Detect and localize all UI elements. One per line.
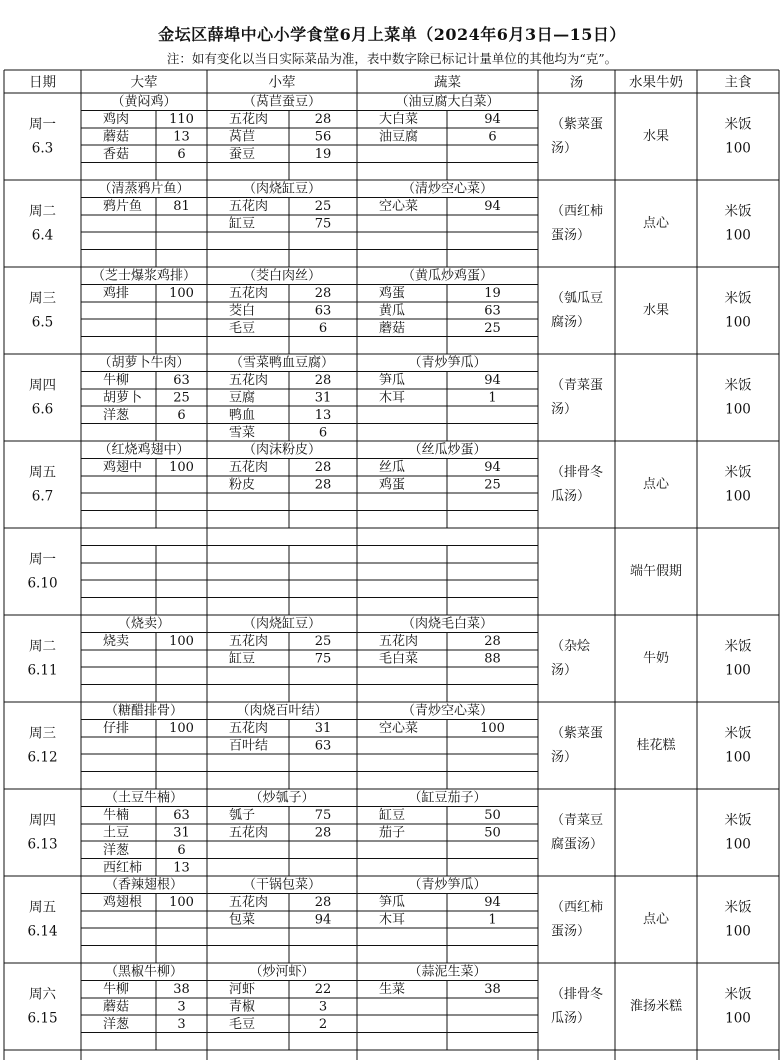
weekday-label: 周五 (29, 899, 56, 916)
ingredient-name: 百叶结 (229, 738, 269, 754)
ingredient-name: 瓠子 (229, 808, 256, 824)
ingredient-weight: 28 (314, 112, 332, 128)
soup-name-line1: （杂烩 (551, 639, 591, 654)
weekday-label: 周三 (29, 725, 56, 742)
ingredient-name: 蘑菇 (103, 999, 130, 1015)
ingredient-weight: 63 (314, 738, 332, 754)
dish-name: （炒河虾） (249, 964, 315, 980)
weekday-label: 周三 (29, 290, 56, 307)
ingredient-weight: 94 (484, 460, 501, 476)
ingredient-name: 莴苣 (229, 129, 256, 145)
ingredient-weight: 100 (169, 895, 194, 911)
fruit-milk-item: 点心 (642, 216, 670, 231)
ingredient-name: 缸豆 (229, 651, 256, 667)
ingredient-name: 胡萝卜 (103, 390, 143, 406)
ingredient-weight: 28 (484, 634, 501, 650)
ingredient-weight: 63 (173, 808, 190, 824)
dish-name: （糖醋排骨） (104, 703, 184, 719)
staple-weight: 100 (725, 227, 751, 244)
fruit-milk-item: 桂花糕 (636, 738, 676, 753)
ingredient-name: 空心菜 (379, 721, 419, 737)
ingredient-weight: 94 (484, 895, 501, 911)
fruit-milk-item: 水果 (642, 129, 670, 144)
ingredient-name: 土豆 (103, 825, 130, 841)
ingredient-weight: 13 (173, 860, 190, 876)
soup-name-line1: （西红柿 (551, 900, 604, 915)
staple-weight: 100 (725, 401, 751, 418)
weekday-label: 周六 (29, 986, 56, 1003)
date-label: 6.14 (27, 923, 58, 940)
ingredient-name: 五花肉 (229, 112, 269, 128)
dish-name: （缸豆茄子） (408, 790, 487, 806)
soup-name-line2: 瓜汤） (551, 489, 591, 504)
staple-food: 米饭 (724, 899, 752, 916)
ingredient-weight: 63 (314, 303, 332, 319)
ingredient-name: 毛白菜 (379, 651, 419, 667)
dish-name: （香辣翅根） (104, 877, 184, 893)
ingredient-name: 毛豆 (229, 1016, 256, 1032)
ingredient-name: 鸦片鱼 (103, 199, 143, 215)
ingredient-name: 毛豆 (229, 320, 256, 336)
ingredient-name: 木耳 (379, 912, 406, 928)
dish-name: （青炒笋瓜） (408, 877, 487, 893)
ingredient-name: 河虾 (229, 982, 256, 998)
dish-name: （土豆牛楠） (104, 790, 184, 806)
ingredient-weight: 6 (177, 407, 186, 423)
ingredient-name: 鸡蛋 (379, 286, 406, 302)
date-label: 6.10 (27, 575, 58, 592)
dish-name: （肉烧毛白菜） (401, 616, 494, 632)
soup-name-line1: （排骨冬 (551, 465, 604, 480)
staple-weight: 100 (725, 314, 751, 331)
column-header: 蔬菜 (434, 74, 461, 91)
dish-name: （蒜泥生菜） (408, 964, 487, 980)
ingredient-name: 包菜 (229, 912, 256, 928)
ingredient-weight: 56 (314, 129, 332, 145)
weekday-label: 周四 (29, 812, 56, 829)
ingredient-weight: 94 (484, 199, 501, 215)
ingredient-name: 牛楠 (103, 808, 130, 824)
ingredient-weight: 38 (484, 982, 501, 998)
ingredient-weight: 50 (484, 825, 501, 841)
dish-name: （青炒笋瓜） (408, 355, 487, 371)
ingredient-weight: 81 (173, 199, 190, 215)
soup-name-line2: 汤） (551, 402, 578, 417)
ingredient-name: 鸡翅根 (103, 895, 143, 911)
ingredient-name: 牛柳 (103, 982, 130, 998)
date-label: 6.3 (31, 140, 54, 157)
ingredient-weight: 2 (318, 1016, 328, 1032)
weekday-label: 周一 (29, 116, 56, 133)
ingredient-name: 鸡翅中 (103, 460, 143, 476)
soup-name-line1: （瓠瓜豆 (551, 291, 604, 306)
dish-name: （肉烧缸豆） (242, 181, 322, 197)
menu-note: 注：如有变化以当日实际菜品为准，表中数字除已标记计量单位的其他均为“克”。 (166, 51, 618, 66)
ingredient-name: 蘑菇 (103, 129, 130, 145)
soup-name-line2: 腐汤） (551, 315, 591, 330)
ingredient-name: 洋葱 (103, 407, 130, 423)
column-header: 大荤 (130, 74, 158, 91)
ingredient-weight: 25 (173, 390, 190, 406)
dish-name: （芝士爆浆鸡排） (91, 268, 197, 284)
ingredient-weight: 75 (314, 216, 332, 232)
ingredient-weight: 3 (177, 999, 186, 1015)
ingredient-weight: 94 (484, 373, 501, 389)
ingredient-weight: 25 (314, 634, 332, 650)
ingredient-name: 黄瓜 (379, 303, 406, 319)
ingredient-weight: 63 (173, 373, 190, 389)
column-header: 日期 (29, 74, 56, 91)
soup-name-line1: （青菜蛋 (551, 378, 604, 393)
ingredient-weight: 6 (318, 425, 328, 441)
dish-name: （肉沫粉皮） (242, 442, 322, 458)
ingredient-name: 粉皮 (229, 477, 256, 493)
ingredient-name: 空心菜 (379, 199, 419, 215)
ingredient-name: 烧卖 (103, 634, 130, 650)
menu-title: 金坛区薛埠中心小学食堂6月上菜单（2024年6月3日—15日） (158, 25, 626, 44)
ingredient-weight: 88 (484, 651, 501, 667)
soup-name-line2: 汤） (551, 750, 578, 765)
ingredient-weight: 13 (314, 407, 332, 423)
date-label: 6.13 (27, 836, 58, 853)
soup-name-line2: 汤） (551, 141, 578, 156)
dish-name: （干锅包菜） (242, 877, 322, 893)
ingredient-name: 茄子 (379, 825, 406, 841)
ingredient-weight: 3 (318, 999, 328, 1015)
fruit-milk-item: 淮扬米糕 (629, 999, 683, 1014)
ingredient-weight: 63 (484, 303, 501, 319)
dish-name: （烧卖） (117, 616, 171, 632)
ingredient-weight: 28 (314, 477, 332, 493)
column-header: 小荤 (268, 74, 296, 91)
ingredient-name: 仔排 (103, 721, 130, 737)
ingredient-weight: 75 (314, 808, 332, 824)
ingredient-weight: 50 (484, 808, 501, 824)
ingredient-weight: 19 (484, 286, 501, 302)
ingredient-weight: 31 (173, 825, 190, 841)
soup-name-line1: （青菜豆 (551, 813, 604, 828)
soup-name-line2: 汤） (551, 663, 578, 678)
ingredient-weight: 28 (314, 825, 332, 841)
fruit-milk-item: 牛奶 (642, 651, 670, 666)
ingredient-name: 五花肉 (379, 634, 419, 650)
dish-name: （炒瓠子） (249, 790, 315, 806)
ingredient-name: 雪菜 (229, 425, 256, 441)
staple-food: 米饭 (724, 638, 752, 655)
ingredient-weight: 94 (484, 112, 501, 128)
dish-name: （茭白肉丝） (242, 268, 322, 284)
ingredient-weight: 25 (484, 320, 501, 336)
staple-food: 米饭 (724, 290, 752, 307)
fruit-milk-item: 水果 (642, 303, 670, 318)
column-header: 主食 (724, 74, 752, 91)
ingredient-name: 笋瓜 (379, 373, 406, 389)
dish-name: （黄闷鸡） (111, 94, 177, 110)
soup-name-line2: 蛋汤） (551, 228, 591, 243)
ingredient-name: 缸豆 (379, 808, 406, 824)
date-label: 6.7 (31, 488, 54, 505)
dish-name: （黑椒牛柳） (104, 964, 184, 980)
ingredient-name: 鸡蛋 (379, 477, 406, 493)
staple-food: 米饭 (724, 464, 752, 481)
dish-name: （红烧鸡翅中） (98, 442, 190, 458)
weekday-label: 周二 (29, 203, 56, 220)
ingredient-name: 洋葱 (103, 842, 130, 858)
ingredient-name: 鸡排 (103, 286, 130, 302)
date-label: 6.4 (31, 227, 54, 244)
soup-name-line2: 瓜汤） (551, 1011, 591, 1026)
ingredient-name: 木耳 (379, 390, 406, 406)
dish-name: （胡萝卜牛肉） (98, 355, 190, 371)
staple-food: 米饭 (724, 986, 752, 1003)
ingredient-name: 油豆腐 (379, 129, 419, 145)
fruit-milk-item: 端午假期 (629, 564, 683, 579)
ingredient-name: 笋瓜 (379, 895, 406, 911)
staple-weight: 100 (725, 140, 751, 157)
dish-name: （雪菜鸭血豆腐） (229, 355, 335, 371)
column-header: 汤 (569, 74, 584, 91)
ingredient-name: 五花肉 (229, 634, 269, 650)
ingredient-weight: 38 (173, 982, 190, 998)
fruit-milk-item: 点心 (642, 477, 670, 492)
ingredient-weight: 100 (480, 721, 505, 737)
date-label: 6.11 (27, 662, 58, 679)
staple-weight: 100 (725, 923, 751, 940)
ingredient-weight: 28 (314, 895, 332, 911)
staple-weight: 100 (725, 749, 751, 766)
ingredient-name: 五花肉 (229, 286, 269, 302)
ingredient-name: 鸡肉 (103, 112, 130, 128)
weekday-label: 周二 (29, 638, 56, 655)
ingredient-weight: 6 (177, 146, 186, 162)
ingredient-weight: 22 (314, 982, 332, 998)
soup-name-line1: （西红柿 (551, 204, 604, 219)
ingredient-weight: 1 (488, 390, 497, 406)
date-label: 6.5 (31, 314, 54, 331)
ingredient-weight: 25 (314, 199, 332, 215)
ingredient-name: 洋葱 (103, 1016, 130, 1032)
weekday-label: 周四 (29, 377, 56, 394)
staple-food: 米饭 (724, 377, 752, 394)
dish-name: （丝瓜炒蛋） (408, 442, 487, 458)
ingredient-name: 五花肉 (229, 373, 269, 389)
ingredient-weight: 1 (488, 912, 497, 928)
ingredient-weight: 100 (169, 721, 194, 737)
dish-name: （青炒空心菜） (401, 703, 494, 719)
ingredient-weight: 31 (314, 390, 332, 406)
soup-name-line2: 蛋汤） (551, 924, 591, 939)
ingredient-name: 丝瓜 (379, 460, 406, 476)
ingredient-name: 香菇 (103, 146, 130, 162)
ingredient-name: 豆腐 (229, 390, 256, 406)
ingredient-weight: 75 (314, 651, 332, 667)
ingredient-name: 五花肉 (229, 825, 269, 841)
soup-name-line2: 腐蛋汤） (551, 837, 604, 852)
dish-name: （黄瓜炒鸡蛋） (401, 268, 494, 284)
ingredient-name: 鸭血 (229, 407, 256, 423)
weekday-label: 周五 (29, 464, 56, 481)
ingredient-name: 蘑菇 (379, 320, 406, 336)
ingredient-name: 牛柳 (103, 373, 130, 389)
ingredient-weight: 6 (488, 129, 497, 145)
ingredient-weight: 100 (169, 286, 194, 302)
dish-name: （肉烧缸豆） (242, 616, 322, 632)
column-header: 水果牛奶 (629, 74, 683, 91)
date-label: 6.12 (27, 749, 58, 766)
ingredient-name: 西红柿 (103, 860, 143, 876)
ingredient-name: 五花肉 (229, 460, 269, 476)
dish-name: （清蒸鸦片鱼） (98, 181, 190, 197)
ingredient-name: 大白菜 (379, 112, 419, 128)
soup-name-line1: （紫菜蛋 (551, 117, 604, 132)
staple-weight: 100 (725, 662, 751, 679)
ingredient-weight: 100 (169, 460, 194, 476)
soup-name-line1: （排骨冬 (551, 987, 604, 1002)
weekday-label: 周一 (29, 551, 56, 568)
ingredient-weight: 3 (177, 1016, 186, 1032)
dish-name: （油豆腐大白菜） (395, 94, 500, 110)
ingredient-weight: 31 (314, 721, 332, 737)
staple-food: 米饭 (724, 725, 752, 742)
dish-name: （肉烧百叶结） (236, 703, 328, 719)
staple-weight: 100 (725, 488, 751, 505)
ingredient-weight: 6 (318, 320, 328, 336)
staple-food: 米饭 (724, 203, 752, 220)
ingredient-weight: 28 (314, 286, 332, 302)
ingredient-name: 五花肉 (229, 721, 269, 737)
date-label: 6.15 (27, 1010, 58, 1027)
ingredient-name: 缸豆 (229, 216, 256, 232)
staple-food: 米饭 (724, 116, 752, 133)
ingredient-name: 生菜 (379, 982, 406, 998)
ingredient-weight: 94 (314, 912, 332, 928)
ingredient-weight: 28 (314, 373, 332, 389)
fruit-milk-item: 点心 (642, 912, 670, 927)
staple-weight: 100 (725, 1010, 751, 1027)
ingredient-name: 五花肉 (229, 199, 269, 215)
ingredient-weight: 28 (314, 460, 332, 476)
ingredient-weight: 25 (484, 477, 501, 493)
ingredient-weight: 100 (169, 634, 194, 650)
dish-name: （莴苣蚕豆） (242, 94, 322, 110)
staple-weight: 100 (725, 836, 751, 853)
ingredient-weight: 13 (173, 129, 190, 145)
soup-name-line1: （紫菜蛋 (551, 726, 604, 741)
ingredient-name: 蚕豆 (229, 146, 256, 162)
staple-food: 米饭 (724, 812, 752, 829)
dish-name: （清炒空心菜） (401, 181, 494, 197)
ingredient-name: 青椒 (229, 999, 256, 1015)
ingredient-name: 五花肉 (229, 895, 269, 911)
ingredient-name: 茭白 (229, 303, 256, 319)
ingredient-weight: 6 (177, 842, 186, 858)
ingredient-weight: 110 (169, 112, 194, 128)
date-label: 6.6 (31, 401, 54, 418)
ingredient-weight: 19 (314, 146, 332, 162)
